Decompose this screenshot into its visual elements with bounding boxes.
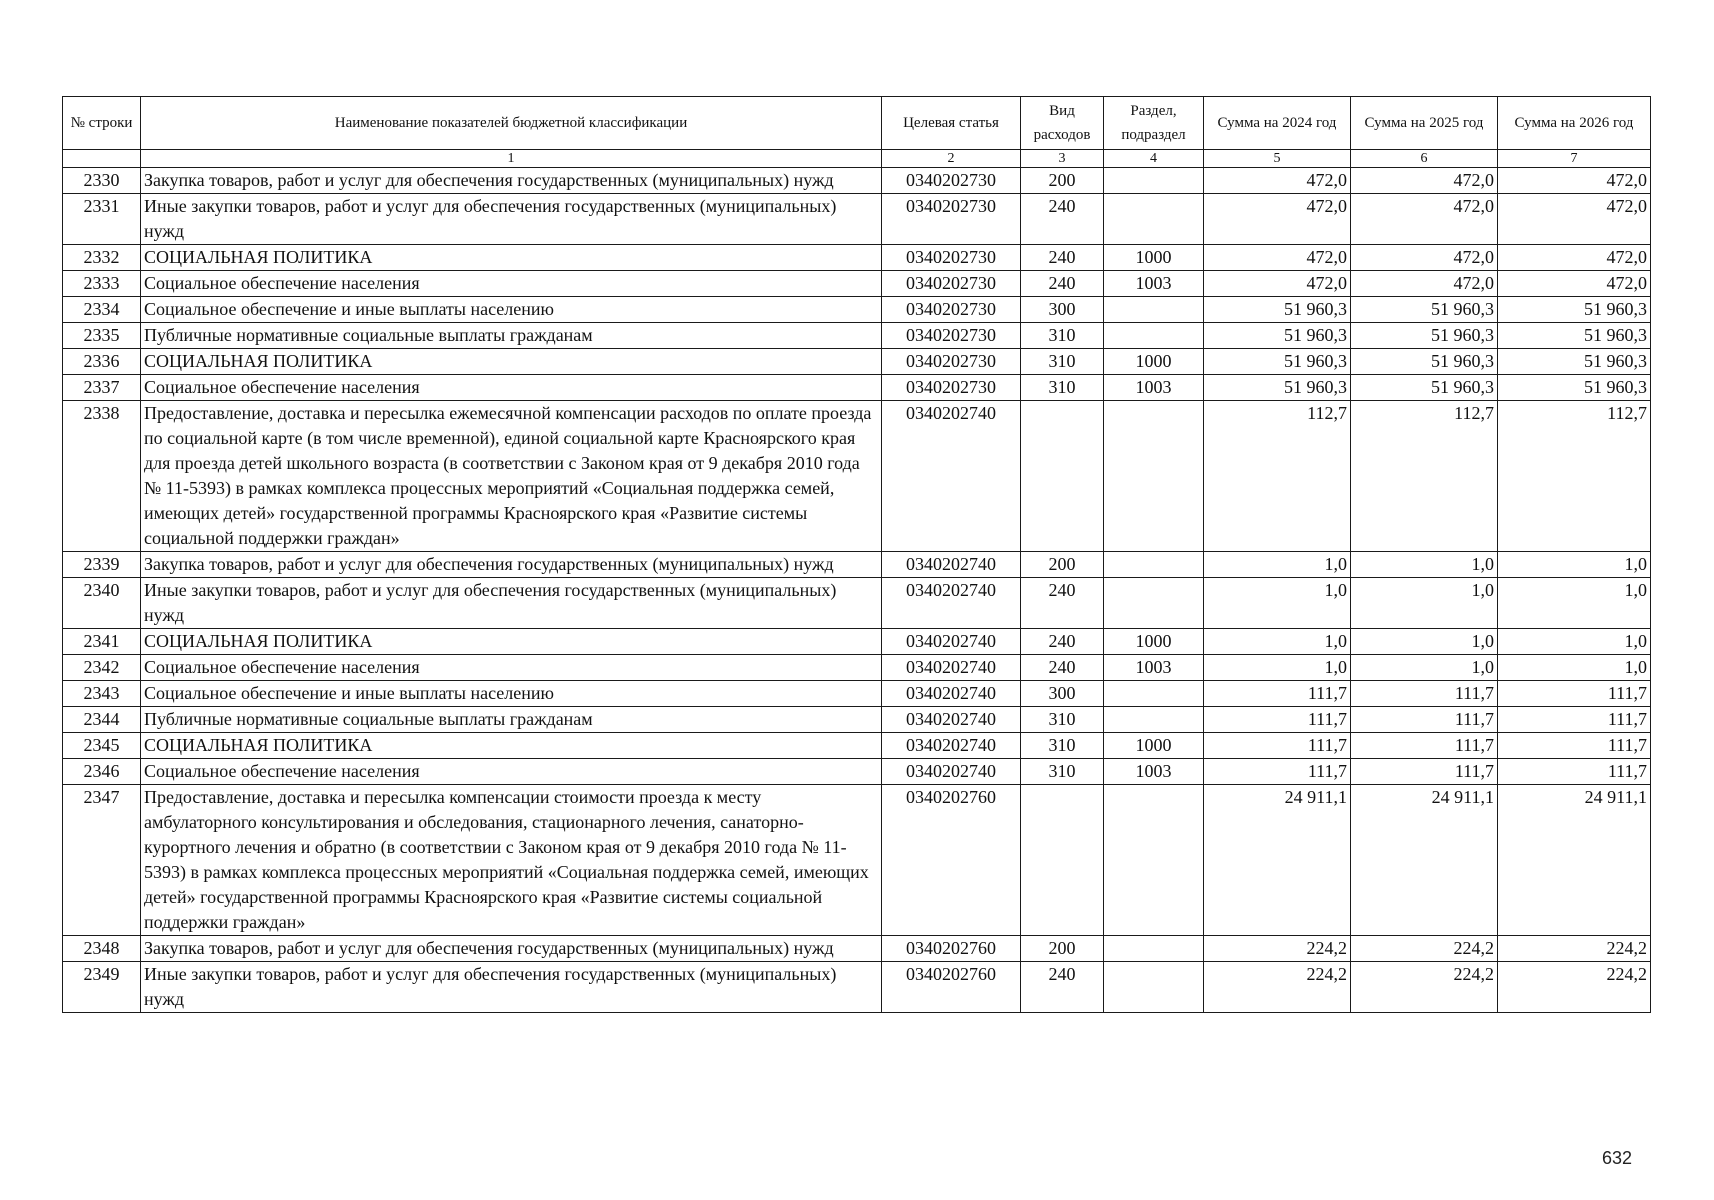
table-row bbox=[63, 271, 1651, 297]
section-cell: 1000 bbox=[1104, 245, 1204, 271]
sum-2024-cell: 112,7 bbox=[1204, 401, 1351, 552]
row-number-cell: 2339 bbox=[63, 552, 141, 578]
sum-2026-cell: 112,7 bbox=[1498, 401, 1651, 552]
section-cell bbox=[1104, 681, 1204, 707]
target-article-cell: 0340202740 bbox=[882, 629, 1021, 655]
table-row bbox=[63, 655, 1651, 681]
section-cell: 1003 bbox=[1104, 655, 1204, 681]
sum-2024-cell: 472,0 bbox=[1204, 271, 1351, 297]
section-cell: 1000 bbox=[1104, 629, 1204, 655]
header-section: Раздел, подраздел bbox=[1104, 97, 1204, 150]
column-number: 4 bbox=[1104, 150, 1204, 168]
target-article-cell: 0340202730 bbox=[882, 245, 1021, 271]
section-cell: 1000 bbox=[1104, 349, 1204, 375]
expense-type-cell: 200 bbox=[1021, 168, 1104, 194]
sum-2026-cell: 51 960,3 bbox=[1498, 323, 1651, 349]
sum-2024-cell: 51 960,3 bbox=[1204, 297, 1351, 323]
sum-2026-cell: 111,7 bbox=[1498, 707, 1651, 733]
sum-2025-cell: 472,0 bbox=[1351, 245, 1498, 271]
sum-2025-cell: 51 960,3 bbox=[1351, 349, 1498, 375]
sum-2025-cell: 472,0 bbox=[1351, 168, 1498, 194]
table-row bbox=[63, 401, 1651, 552]
sum-2024-cell: 472,0 bbox=[1204, 168, 1351, 194]
name-cell: Предоставление, доставка и пересылка ежемесячной компенсации расходов по оплате проезда по социальной карте (в том числе временной), единой социальной карте Красноярского края для проезда детей школьного возраста (в соответствии с Законом края от 9 декабря 2010 года № 11-5393) в рамках комплекса процессных мероприятий «Социальная поддержка семей, имеющих детей» государственной программы Красноярского края «Развитие системы социальной поддержки граждан» bbox=[141, 401, 882, 552]
sum-2025-cell: 111,7 bbox=[1351, 733, 1498, 759]
name-cell: СОЦИАЛЬНАЯ ПОЛИТИКА bbox=[141, 349, 882, 375]
row-number-cell: 2346 bbox=[63, 759, 141, 785]
section-cell: 1003 bbox=[1104, 375, 1204, 401]
name-cell: Социальное обеспечение и иные выплаты населению bbox=[141, 681, 882, 707]
name-cell: Закупка товаров, работ и услуг для обеспечения государственных (муниципальных) нужд bbox=[141, 936, 882, 962]
budget-table bbox=[62, 96, 1651, 1013]
header-row-no: № строки bbox=[63, 97, 141, 150]
sum-2026-cell: 51 960,3 bbox=[1498, 349, 1651, 375]
header-target: Целевая статья bbox=[882, 97, 1021, 150]
row-number-cell: 2344 bbox=[63, 707, 141, 733]
sum-2025-cell: 51 960,3 bbox=[1351, 297, 1498, 323]
sum-2024-cell: 111,7 bbox=[1204, 759, 1351, 785]
section-cell bbox=[1104, 168, 1204, 194]
row-number-cell: 2330 bbox=[63, 168, 141, 194]
row-number-cell: 2347 bbox=[63, 785, 141, 936]
name-cell: Предоставление, доставка и пересылка компенсации стоимости проезда к месту амбулаторного консультирования и обследования, стационарного лечения, санаторно-курортного лечения и обратно (в соответствии с Законом края от 9 декабря 2010 года № 11-5393) в рамках комплекса процессных мероприятий «Социальная поддержка семей, имеющих детей» государственной программы Красноярского края «Развитие системы социальной поддержки граждан» bbox=[141, 785, 882, 936]
expense-type-cell bbox=[1021, 785, 1104, 936]
row-number-cell: 2338 bbox=[63, 401, 141, 552]
sum-2026-cell: 472,0 bbox=[1498, 245, 1651, 271]
name-cell: Публичные нормативные социальные выплаты гражданам bbox=[141, 323, 882, 349]
name-cell: Социальное обеспечение населения bbox=[141, 271, 882, 297]
row-number-cell: 2340 bbox=[63, 578, 141, 629]
section-cell bbox=[1104, 962, 1204, 1013]
sum-2024-cell: 224,2 bbox=[1204, 962, 1351, 1013]
sum-2026-cell: 224,2 bbox=[1498, 936, 1651, 962]
target-article-cell: 0340202760 bbox=[882, 785, 1021, 936]
section-cell bbox=[1104, 297, 1204, 323]
column-number: 7 bbox=[1498, 150, 1651, 168]
target-article-cell: 0340202740 bbox=[882, 681, 1021, 707]
sum-2026-cell: 1,0 bbox=[1498, 578, 1651, 629]
table-row bbox=[63, 936, 1651, 962]
sum-2025-cell: 472,0 bbox=[1351, 271, 1498, 297]
expense-type-cell: 240 bbox=[1021, 578, 1104, 629]
header-row bbox=[63, 97, 1651, 150]
sum-2025-cell: 224,2 bbox=[1351, 936, 1498, 962]
row-number-cell: 2348 bbox=[63, 936, 141, 962]
section-cell: 1003 bbox=[1104, 759, 1204, 785]
expense-type-cell: 240 bbox=[1021, 194, 1104, 245]
sum-2024-cell: 1,0 bbox=[1204, 629, 1351, 655]
row-number-cell: 2334 bbox=[63, 297, 141, 323]
target-article-cell: 0340202740 bbox=[882, 578, 1021, 629]
sum-2024-cell: 51 960,3 bbox=[1204, 375, 1351, 401]
column-number-row bbox=[63, 150, 1651, 168]
sum-2025-cell: 224,2 bbox=[1351, 962, 1498, 1013]
target-article-cell: 0340202740 bbox=[882, 733, 1021, 759]
column-number: 6 bbox=[1351, 150, 1498, 168]
expense-type-cell: 310 bbox=[1021, 349, 1104, 375]
table-row bbox=[63, 245, 1651, 271]
sum-2025-cell: 1,0 bbox=[1351, 578, 1498, 629]
header-sum-2024: Сумма на 2024 год bbox=[1204, 97, 1351, 150]
sum-2026-cell: 472,0 bbox=[1498, 271, 1651, 297]
target-article-cell: 0340202730 bbox=[882, 271, 1021, 297]
row-number-cell: 2332 bbox=[63, 245, 141, 271]
sum-2024-cell: 1,0 bbox=[1204, 655, 1351, 681]
sum-2024-cell: 111,7 bbox=[1204, 681, 1351, 707]
section-cell: 1003 bbox=[1104, 271, 1204, 297]
expense-type-cell: 200 bbox=[1021, 936, 1104, 962]
sum-2026-cell: 472,0 bbox=[1498, 194, 1651, 245]
table-row bbox=[63, 297, 1651, 323]
table-row bbox=[63, 168, 1651, 194]
table-row bbox=[63, 707, 1651, 733]
sum-2025-cell: 111,7 bbox=[1351, 707, 1498, 733]
target-article-cell: 0340202730 bbox=[882, 349, 1021, 375]
row-number-cell: 2337 bbox=[63, 375, 141, 401]
header-name: Наименование показателей бюджетной классификации bbox=[141, 97, 882, 150]
table-row bbox=[63, 194, 1651, 245]
expense-type-cell: 310 bbox=[1021, 759, 1104, 785]
target-article-cell: 0340202740 bbox=[882, 707, 1021, 733]
row-number-cell: 2349 bbox=[63, 962, 141, 1013]
column-number bbox=[63, 150, 141, 168]
sum-2024-cell: 1,0 bbox=[1204, 578, 1351, 629]
sum-2024-cell: 472,0 bbox=[1204, 245, 1351, 271]
sum-2024-cell: 24 911,1 bbox=[1204, 785, 1351, 936]
sum-2024-cell: 224,2 bbox=[1204, 936, 1351, 962]
section-cell bbox=[1104, 578, 1204, 629]
table-row bbox=[63, 323, 1651, 349]
expense-type-cell: 300 bbox=[1021, 297, 1104, 323]
sum-2025-cell: 1,0 bbox=[1351, 655, 1498, 681]
expense-type-cell: 200 bbox=[1021, 552, 1104, 578]
page-number: 632 bbox=[1601, 1148, 1632, 1168]
row-number-cell: 2336 bbox=[63, 349, 141, 375]
section-cell: 1000 bbox=[1104, 733, 1204, 759]
sum-2025-cell: 1,0 bbox=[1351, 629, 1498, 655]
sum-2024-cell: 472,0 bbox=[1204, 194, 1351, 245]
expense-type-cell: 240 bbox=[1021, 629, 1104, 655]
section-cell bbox=[1104, 785, 1204, 936]
target-article-cell: 0340202730 bbox=[882, 375, 1021, 401]
expense-type-cell: 310 bbox=[1021, 733, 1104, 759]
header-sum-2026: Сумма на 2026 год bbox=[1498, 97, 1651, 150]
name-cell: Социальное обеспечение населения bbox=[141, 759, 882, 785]
table-row bbox=[63, 759, 1651, 785]
table-row bbox=[63, 681, 1651, 707]
column-number: 1 bbox=[141, 150, 882, 168]
name-cell: СОЦИАЛЬНАЯ ПОЛИТИКА bbox=[141, 733, 882, 759]
expense-type-cell: 240 bbox=[1021, 245, 1104, 271]
expense-type-cell: 240 bbox=[1021, 962, 1104, 1013]
expense-type-cell: 240 bbox=[1021, 271, 1104, 297]
name-cell: Иные закупки товаров, работ и услуг для обеспечения государственных (муниципальных) нужд bbox=[141, 962, 882, 1013]
target-article-cell: 0340202740 bbox=[882, 401, 1021, 552]
expense-type-cell bbox=[1021, 401, 1104, 552]
table-row bbox=[63, 349, 1651, 375]
name-cell: СОЦИАЛЬНАЯ ПОЛИТИКА bbox=[141, 245, 882, 271]
expense-type-cell: 310 bbox=[1021, 375, 1104, 401]
sum-2025-cell: 472,0 bbox=[1351, 194, 1498, 245]
row-number-cell: 2341 bbox=[63, 629, 141, 655]
sum-2026-cell: 111,7 bbox=[1498, 759, 1651, 785]
expense-type-cell: 300 bbox=[1021, 681, 1104, 707]
sum-2026-cell: 1,0 bbox=[1498, 629, 1651, 655]
column-number: 3 bbox=[1021, 150, 1104, 168]
section-cell bbox=[1104, 401, 1204, 552]
name-cell: Иные закупки товаров, работ и услуг для обеспечения государственных (муниципальных) нужд bbox=[141, 194, 882, 245]
table-row bbox=[63, 733, 1651, 759]
target-article-cell: 0340202730 bbox=[882, 168, 1021, 194]
target-article-cell: 0340202730 bbox=[882, 194, 1021, 245]
sum-2026-cell: 1,0 bbox=[1498, 552, 1651, 578]
sum-2026-cell: 224,2 bbox=[1498, 962, 1651, 1013]
row-number-cell: 2331 bbox=[63, 194, 141, 245]
section-cell bbox=[1104, 194, 1204, 245]
name-cell: Социальное обеспечение населения bbox=[141, 655, 882, 681]
sum-2024-cell: 111,7 bbox=[1204, 733, 1351, 759]
row-number-cell: 2333 bbox=[63, 271, 141, 297]
sum-2024-cell: 51 960,3 bbox=[1204, 323, 1351, 349]
name-cell: Социальное обеспечение и иные выплаты населению bbox=[141, 297, 882, 323]
name-cell: СОЦИАЛЬНАЯ ПОЛИТИКА bbox=[141, 629, 882, 655]
target-article-cell: 0340202760 bbox=[882, 936, 1021, 962]
target-article-cell: 0340202730 bbox=[882, 297, 1021, 323]
section-cell bbox=[1104, 552, 1204, 578]
sum-2025-cell: 51 960,3 bbox=[1351, 375, 1498, 401]
row-number-cell: 2345 bbox=[63, 733, 141, 759]
section-cell bbox=[1104, 323, 1204, 349]
expense-type-cell: 310 bbox=[1021, 323, 1104, 349]
sum-2026-cell: 51 960,3 bbox=[1498, 375, 1651, 401]
name-cell: Иные закупки товаров, работ и услуг для обеспечения государственных (муниципальных) нужд bbox=[141, 578, 882, 629]
table-row bbox=[63, 552, 1651, 578]
sum-2024-cell: 111,7 bbox=[1204, 707, 1351, 733]
target-article-cell: 0340202740 bbox=[882, 552, 1021, 578]
sum-2025-cell: 112,7 bbox=[1351, 401, 1498, 552]
expense-type-cell: 310 bbox=[1021, 707, 1104, 733]
name-cell: Закупка товаров, работ и услуг для обеспечения государственных (муниципальных) нужд bbox=[141, 168, 882, 194]
sum-2024-cell: 1,0 bbox=[1204, 552, 1351, 578]
table-row bbox=[63, 375, 1651, 401]
sum-2026-cell: 51 960,3 bbox=[1498, 297, 1651, 323]
sum-2026-cell: 111,7 bbox=[1498, 733, 1651, 759]
table-row bbox=[63, 578, 1651, 629]
sum-2026-cell: 472,0 bbox=[1498, 168, 1651, 194]
sum-2025-cell: 111,7 bbox=[1351, 681, 1498, 707]
table-row bbox=[63, 785, 1651, 936]
sum-2025-cell: 1,0 bbox=[1351, 552, 1498, 578]
name-cell: Публичные нормативные социальные выплаты гражданам bbox=[141, 707, 882, 733]
sum-2025-cell: 51 960,3 bbox=[1351, 323, 1498, 349]
table-body bbox=[63, 168, 1651, 1013]
sum-2025-cell: 111,7 bbox=[1351, 759, 1498, 785]
row-number-cell: 2342 bbox=[63, 655, 141, 681]
section-cell bbox=[1104, 707, 1204, 733]
sum-2025-cell: 24 911,1 bbox=[1351, 785, 1498, 936]
table-row bbox=[63, 629, 1651, 655]
name-cell: Закупка товаров, работ и услуг для обеспечения государственных (муниципальных) нужд bbox=[141, 552, 882, 578]
column-number: 2 bbox=[882, 150, 1021, 168]
target-article-cell: 0340202740 bbox=[882, 759, 1021, 785]
sum-2026-cell: 24 911,1 bbox=[1498, 785, 1651, 936]
expense-type-cell: 240 bbox=[1021, 655, 1104, 681]
column-number: 5 bbox=[1204, 150, 1351, 168]
sum-2026-cell: 111,7 bbox=[1498, 681, 1651, 707]
header-type: Вид расходов bbox=[1021, 97, 1104, 150]
row-number-cell: 2343 bbox=[63, 681, 141, 707]
table-row bbox=[63, 962, 1651, 1013]
target-article-cell: 0340202740 bbox=[882, 655, 1021, 681]
header-sum-2025: Сумма на 2025 год bbox=[1351, 97, 1498, 150]
name-cell: Социальное обеспечение населения bbox=[141, 375, 882, 401]
row-number-cell: 2335 bbox=[63, 323, 141, 349]
sum-2024-cell: 51 960,3 bbox=[1204, 349, 1351, 375]
sum-2026-cell: 1,0 bbox=[1498, 655, 1651, 681]
target-article-cell: 0340202760 bbox=[882, 962, 1021, 1013]
section-cell bbox=[1104, 936, 1204, 962]
target-article-cell: 0340202730 bbox=[882, 323, 1021, 349]
